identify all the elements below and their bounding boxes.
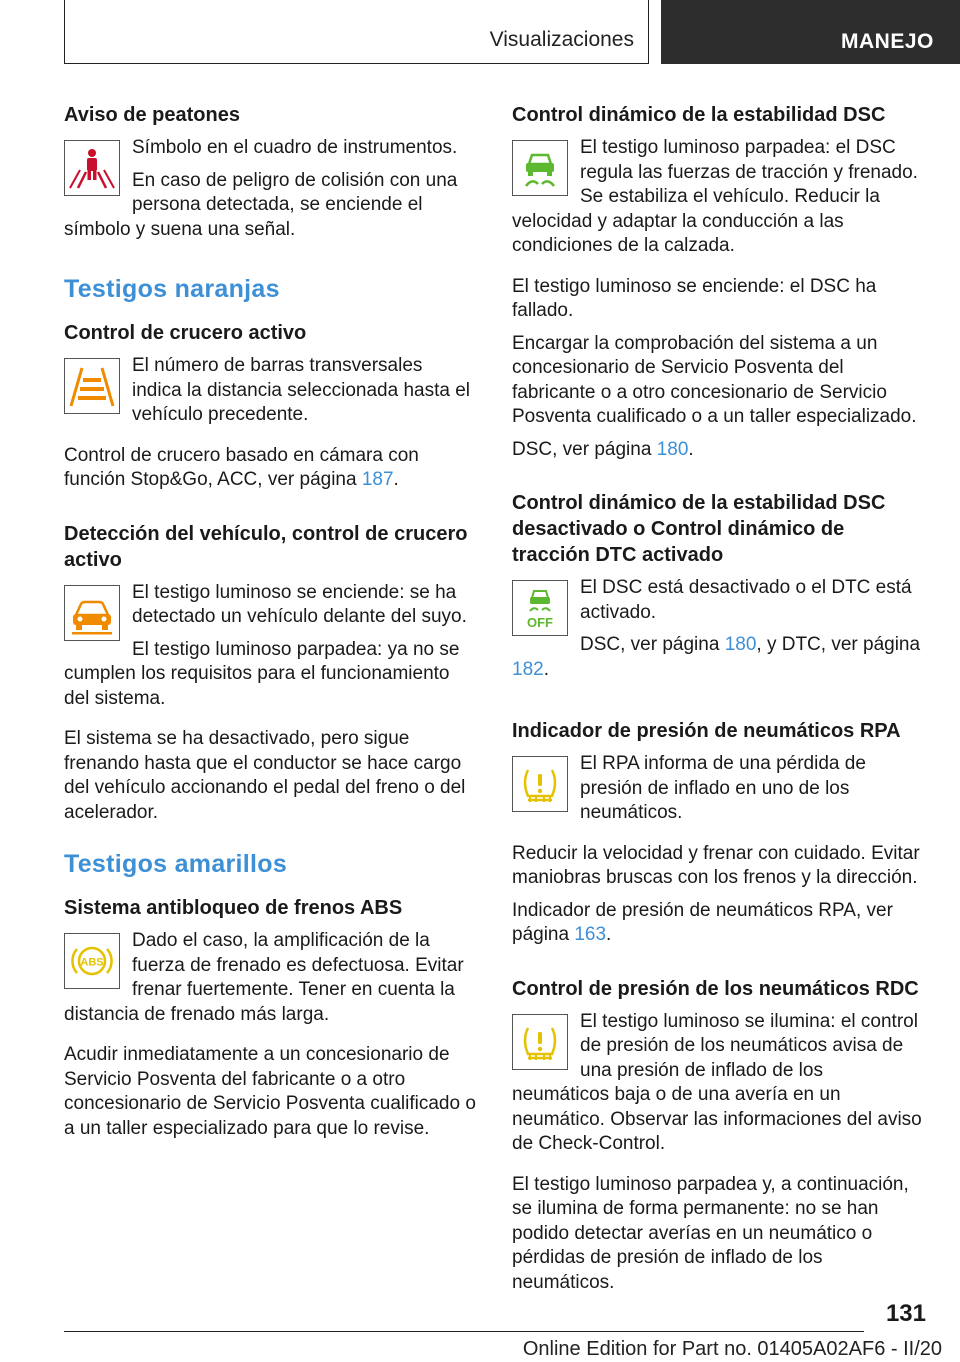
rdc-entry [512, 1010, 924, 1165]
dsc-entry [512, 136, 924, 267]
left-column [64, 102, 476, 1149]
abs-p2: Acudir inmediatamente a un concesionario de Servicio Posventa del fabricante o a otro concesionario de Servicio Posventa cualificado o a un taller especializado para que lo revise. [64, 1044, 476, 1139]
rdc-p2: El testigo luminoso parpadea y, a continuación, se ilumina de forma permanente: no se han podido detectar averías en un neumático o pérdidas de presión de inflado de los neumáticos. [512, 1173, 909, 1293]
header-section-box [64, 0, 649, 64]
pedestrian-warning-icon [64, 140, 120, 196]
abs-title: Sistema antibloqueo de frenos ABS [64, 897, 403, 919]
deteccion-vehiculo-p3: El sistema se ha desactivado, pero sigue frenando hasta que el conductor se hace cargo del vehículo accionando el pedal del freno o del acelerador. [64, 728, 466, 823]
crucero-activo-p1: El número de barras transversales indica la distancia seleccionada hasta el vehículo precedente. [132, 355, 470, 425]
dsc-title: Control dinámico de la estabilidad DSC [512, 104, 886, 126]
dsc-off-title: Control dinámico de la estabilidad DSC desactivado o Control dinámico de tracción DTC activado [512, 492, 886, 566]
abs-entry [64, 929, 476, 1035]
rpa-p1: El RPA informa de una pérdida de presión de inflado en uno de los neumáticos. [580, 753, 866, 823]
svg-text:OFF: OFF [527, 615, 553, 630]
aviso-peatones-p1: Símbolo en el cuadro de instrumentos. [132, 137, 458, 158]
svg-text:ABS: ABS [80, 956, 104, 969]
rpa-p2: Reducir la velocidad y frenar con cuidado. Evitar maniobras bruscas con los frenos y la dirección. [512, 842, 920, 888]
rpa-entry [512, 752, 924, 834]
aviso-peatones-p2: En caso de peligro de colisión con una persona detectada, se enciende el símbolo y suena una señal. [64, 169, 458, 240]
dsc-icon [512, 140, 568, 196]
deteccion-vehiculo-title: Detección del vehículo, control de crucero activo [64, 522, 468, 571]
deteccion-vehiculo-entry [64, 581, 476, 720]
rpa-title: Indicador de presión de neumáticos RPA [512, 720, 901, 742]
aviso-peatones-entry [64, 136, 476, 250]
dsc-p3: Encargar la comprobación del sistema a un concesionario de Servicio Posventa del fabricante o a otro concesionario de Servicio Posventa cualificado o a un taller especializado. [512, 332, 917, 427]
abs-icon [64, 933, 120, 989]
header-section-title: Visualizaciones [489, 28, 634, 51]
right-column [512, 102, 924, 1303]
page-link-180[interactable]: 180 [656, 438, 689, 460]
vehicle-ahead-icon [64, 585, 120, 641]
rpa-p3: Indicador de presión de neumáticos RPA, ver página 163. [512, 899, 893, 945]
crucero-activo-p2: Control de crucero basado en cámara con función Stop&Go, ACC, ver página 187. [64, 444, 419, 490]
page-link-180[interactable]: 180 [724, 634, 757, 655]
dsc-p4: DSC, ver página 180. [512, 438, 694, 460]
rdc-title: Control de presión de los neumáticos RDC [512, 977, 919, 1000]
lane-distance-icon [64, 358, 120, 414]
dsc-p1: El testigo luminoso parpadea: el DSC regula las fuerzas de tracción y frenado. Se estabiliza el vehículo. Reducir la velocidad y adaptar la conducción a las condiciones de la calzada. [512, 137, 918, 256]
tire-pressure-icon [512, 1014, 568, 1070]
heading-testigos-naranjas: Testigos naranjas [64, 275, 280, 303]
page-link-187[interactable]: 187 [361, 469, 394, 490]
dsc-off-icon [512, 580, 568, 636]
footer-edition-text: Online Edition for Part no. 01405A02AF6 - II/20 [522, 1338, 942, 1360]
heading-testigos-amarillos: Testigos amarillos [64, 850, 288, 878]
dsc-p2: El testigo luminoso se enciende: el DSC ha fallado. [512, 275, 877, 321]
deteccion-vehiculo-p2: El testigo luminoso parpadea: ya no se cumplen los requisitos para el funcionamiento del sistema. [64, 638, 460, 709]
crucero-activo-entry [64, 354, 476, 436]
crucero-activo-title: Control de crucero activo [64, 322, 307, 344]
page-link-182[interactable]: 182 [512, 658, 544, 680]
header-chapter-tab: MANEJO [661, 0, 960, 64]
dsc-off-entry [512, 576, 924, 690]
deteccion-vehiculo-p1: El testigo luminoso se enciende: se ha detectado un vehículo delante del suyo. [132, 581, 467, 627]
abs-p1: Dado el caso, la amplificación de la fuerza de frenado es defectuosa. Evitar frenar fuertemente. Tener en cuenta la distancia de frenado más larga. [64, 930, 464, 1025]
page-number: 131 [885, 1300, 926, 1327]
rdc-p1: El testigo luminoso se ilumina: el control de presión de los neumáticos avisa de una presión de inflado de los neumáticos baja o de una avería en un neumático. Observar las informaciones del aviso de Check-Control. [512, 1010, 922, 1154]
tire-pressure-icon [512, 756, 568, 812]
footer-divider [64, 1331, 864, 1332]
page-link-163[interactable]: 163 [574, 924, 607, 945]
dsc-off-p2: DSC, ver página 180, y DTC, ver página 182. [512, 634, 921, 680]
aviso-peatones-title: Aviso de peatones [64, 104, 240, 126]
dsc-off-p1: El DSC está desactivado o el DTC está activado. [580, 577, 912, 623]
